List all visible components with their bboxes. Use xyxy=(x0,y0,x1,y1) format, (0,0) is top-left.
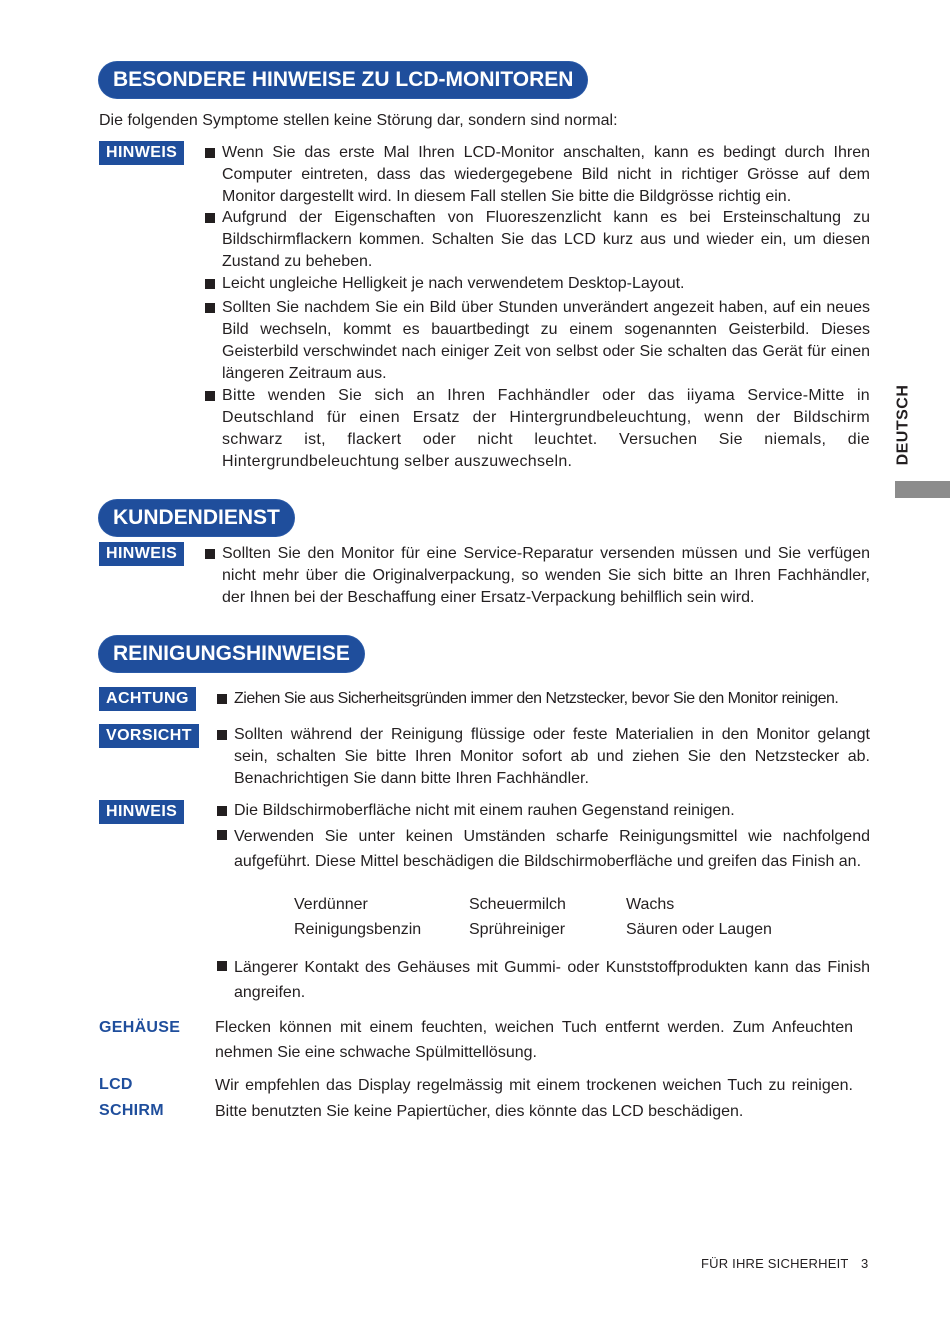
section-title-lcd-notes: BESONDERE HINWEISE ZU LCD-MONITOREN xyxy=(99,62,587,98)
cleaning-agent: Verdünner xyxy=(294,896,368,913)
hinweis-tag: HINWEIS xyxy=(99,141,184,165)
list-item: Verwenden Sie unter keinen Umständen scharfe Reinigungsmittel wie nachfolgend aufgeführt. Diese Mittel beschädigen die Bildschirmoberfläche und greifen das Finish an. xyxy=(217,824,870,874)
cleaning-agent: Reinigungsbenzin xyxy=(294,921,422,938)
side-language-tab xyxy=(893,380,913,470)
lcd-label-line2: SCHIRM xyxy=(99,1102,164,1119)
housing-text: Flecken können mit einem feuchten, weichen Tuch entfernt werden. Zum Anfeuchten nehmen Sie eine schwache Spülmittellösung. xyxy=(215,1019,853,1061)
section-title-cleaning: REINIGUNGSHINWEISE xyxy=(99,636,364,672)
side-tab-marker xyxy=(895,481,950,498)
cleaning-agent: Säuren oder Laugen xyxy=(626,921,772,938)
achtung-text: Ziehen Sie aus Sicherheitsgründen immer den Netzstecker, bevor Sie den Monitor reinigen. xyxy=(217,688,870,710)
list-item: Sollten Sie nachdem Sie ein Bild über Stunden unverändert angezeit haben, auf ein neues Bild wechseln, kommt es bauartbedingt zu einem sogenannten Geisterbild. Dieses Geisterbild verschwindet nach einiger Zeit von selbst oder Sie schalten das Gerät für einen längeren Zeitraum aus. xyxy=(205,297,870,385)
cleaning-agent: Wachs xyxy=(626,896,675,913)
list-item: Leicht ungleiche Helligkeit je nach verwendetem Desktop-Layout. xyxy=(205,273,870,295)
page-number: 3 xyxy=(861,1256,869,1271)
list-item: Längerer Kontakt des Gehäuses mit Gummi- oder Kunststoffprodukten kann das Finish angreifen. xyxy=(217,955,870,1005)
housing-label: GEHÄUSE xyxy=(99,1019,181,1036)
hinweis-tag: HINWEIS xyxy=(99,800,184,824)
list-item: Aufgrund der Eigenschaften von Fluoreszenzlicht kann es bei Ersteinschaltung zu Bildschirmflackern kommen. Schalten Sie das LCD kurz aus und wieder ein, um diesen Zustand zu beheben. xyxy=(205,207,870,273)
list-item: Bitte wenden Sie sich an Ihren Fachhändler oder das iiyama Service-Mitte in Deutschland für einen Ersatz der Hintergrundbeleuchtung, wenn der Bildschirm schwarz ist, flackert oder nicht leuchtet. Versuchen Sie niemals, die Hintergrundbeleuchtung selber auszuwechseln. xyxy=(205,385,870,473)
vorsicht-tag: VORSICHT xyxy=(99,724,199,748)
lcd-text: Wir empfehlen das Display regelmässig mit einem trockenen weichen Tuch zu reinigen. Bitte benutzten Sie keine Papiertücher, dies könnte das LCD beschädigen. xyxy=(215,1077,853,1120)
list-item: Die Bildschirmoberfläche nicht mit einem rauhen Gegenstand reinigen. xyxy=(217,800,870,822)
list-item: Wenn Sie das erste Mal Ihren LCD-Monitor anschalten, kann es bedingt durch Ihren Computer eintreten, dass das wiedergegebene Bild nicht in richtiger Grösse auf dem Monitor dargestellt wird. In diesem Fall stellen Sie bitte die Bildgrösse richtig ein. xyxy=(205,142,870,208)
cleaning-agent: Sprühreiniger xyxy=(469,921,566,938)
lcd-label-line1: LCD xyxy=(99,1076,133,1093)
section-title-customer-service: KUNDENDIENST xyxy=(99,500,294,536)
side-language-label: DEUTSCH xyxy=(894,384,911,466)
achtung-tag: ACHTUNG xyxy=(99,687,196,711)
section1-intro: Die folgenden Symptome stellen keine Störung dar, sondern sind normal: xyxy=(99,112,618,129)
cleaning-agent: Scheuermilch xyxy=(469,896,566,913)
footer-section-label: FÜR IHRE SICHERHEIT xyxy=(701,1256,849,1271)
hinweis-tag: HINWEIS xyxy=(99,542,184,566)
vorsicht-text: Sollten während der Reinigung flüssige oder feste Materialien in den Monitor gelangt sein, schalten Sie bitte Ihren Monitor sofort ab und ziehen Sie den Netzstecker ab. Benachrichtigen Sie dann bitte Ihren Fachhändler. xyxy=(217,724,870,790)
list-item: Sollten Sie den Monitor für eine Service-Reparatur versenden müssen und Sie verfügen nicht mehr über die Originalverpackung, so wenden Sie sich bitte an Ihren Fachhändler, der Ihnen bei der Beschaffung einer Ersatz-Verpackung behilflich sein wird. xyxy=(205,543,870,609)
